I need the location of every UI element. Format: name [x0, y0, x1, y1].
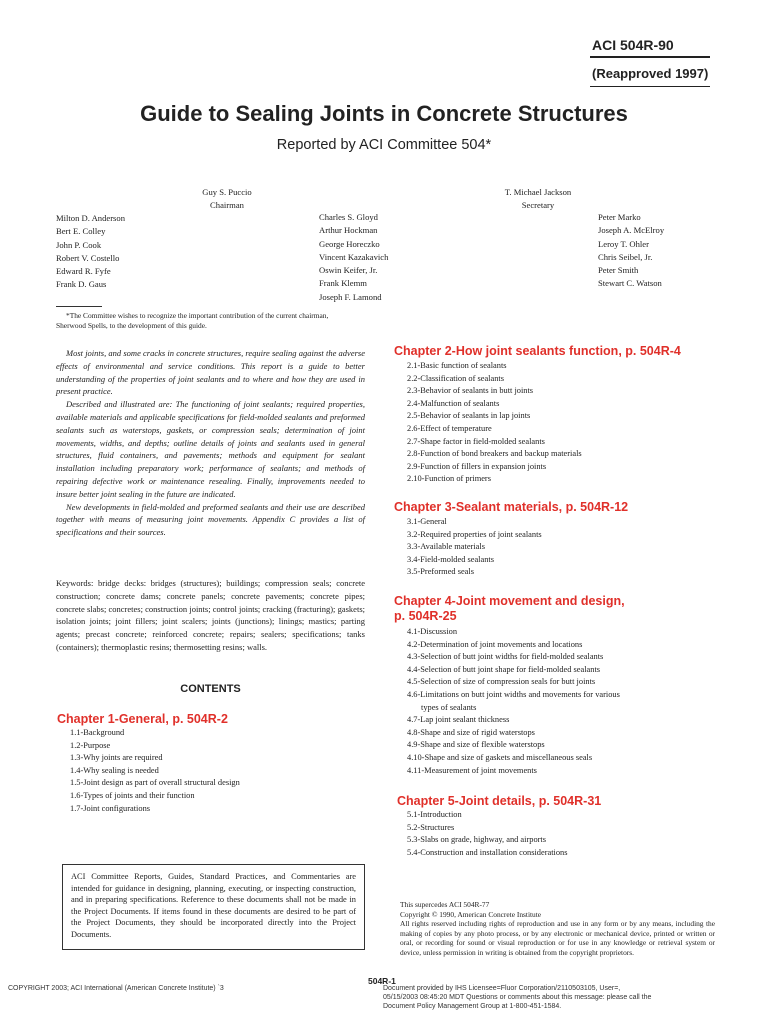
toc-item: 3.1-General [407, 517, 447, 526]
copyright-line: Copyright © 1990, American Concrete Institute [400, 909, 542, 919]
abstract-paragraph: New developments in field-molded and preformed sealants and their use are described together with means of measuring joint movements. Appendix C provides a list of specifications and their sources. [56, 501, 365, 538]
toc-item: 1.6-Types of joints and their function [70, 790, 195, 800]
toc-item: 2.9-Function of fillers in expansion joints [407, 461, 547, 471]
member-name: Peter Marko [598, 212, 641, 222]
toc-item: 4.2-Determination of joint movements and locations [407, 639, 583, 649]
chapter-3-toc [407, 516, 542, 579]
toc-item: 4.6-Limitations on butt joint widths and movements for various [407, 689, 620, 699]
page-number: 504R-1 [368, 976, 396, 986]
toc-item: 4.10-Shape and size of gaskets and miscellaneous seals [407, 752, 593, 762]
chapter-4-heading-line-1: Chapter 4-Joint movement and design, [394, 594, 625, 608]
toc-item: 1.2-Purpose [70, 740, 111, 750]
member-name: Joseph A. McElroy [598, 225, 665, 236]
member-name: Bert E. Colley [56, 226, 106, 237]
chapter-2-heading: Chapter 2-How joint sealants function, p. 504R-4 [394, 344, 681, 358]
toc-item: 2.4-Malfunction of sealants [407, 398, 500, 408]
chapter-2-toc [407, 360, 582, 486]
member-name: Chris Seibel, Jr. [598, 251, 653, 262]
toc-item: 1.3-Why joints are required [70, 753, 163, 763]
footnote-rule [56, 306, 102, 307]
reapproved-note: (Reapproved 1997) [592, 66, 709, 81]
toc-item: 1.5-Joint design as part of overall structural design [70, 778, 240, 788]
member-name: Stewart C. Watson [598, 278, 662, 289]
copyright-notice [400, 900, 715, 958]
keywords: Keywords: bridge decks: bridges (structures); buildings; compression seals; concrete construction; concrete dams; concrete panels; concrete pavements; concrete pipes; concrete slabs; concretes; construction joints; control joints; cracking (fracturing); gaskets; isolation joints; joint fillers; joint scalers; joints (junctions); linings; mastics; parting agents; precast concrete; reinforced concrete; repairs; sealers; specifications; tanks (containers); thermoplastic resins; thermosetting resins; walls. [56, 578, 365, 652]
footer-copyright: COPYRIGHT 2003; ACI International (American Concrete Institute) `3 [8, 985, 224, 992]
toc-item: 2.3-Behavior of sealants in butt joints [407, 386, 534, 396]
member-name: Charles S. Gloyd [319, 212, 378, 222]
member-name: Oswin Keifer, Jr. [319, 265, 378, 276]
abstract-paragraph: Described and illustrated are: The functioning of joint sealants; required properties, available materials and applicable specifications for field-molded sealants and preformed sealants such as waterstops, gaskets, or compression seals; determination of joint movements, widths, and depths; outline details of joints and sealants used in general structures, fluid containers, and pavements; methods and equipment for sealant installation including preparatory work; performance of sealants; and methods of repairing defective work or maintenance resealing. Finally, improvements needed to insure better joint sealing in the future are indicated. [56, 399, 365, 499]
toc-item: 2.1-Basic function of sealants [407, 361, 507, 370]
member-column-2 [319, 211, 479, 304]
member-column-1 [56, 212, 216, 292]
toc-item: 4.5-Selection of size of compression seals for butt joints [407, 677, 596, 687]
abstract-paragraph: Most joints, and some cracks in concrete structures, require sealing against the adverse effects of environmental and service conditions. This report is a guide to better understanding of the properties of joint sealants and to where and how they are used in present practice. [56, 348, 365, 397]
toc-item: 3.3-Available materials [407, 542, 485, 552]
toc-item: 3.2-Required properties of joint sealants [407, 529, 542, 539]
toc-item: 4.3-Selection of butt joint widths for field-molded sealants [407, 652, 604, 662]
toc-item: 4.8-Shape and size of rigid waterstops [407, 727, 535, 737]
toc-item: 2.6-Effect of temperature [407, 423, 492, 433]
supersedes-note: This supercedes ACI 504R-77 [400, 900, 490, 909]
notice-box: ACI Committee Reports, Guides, Standard Practices, and Commentaries are intended for guidance in designing, planning, executing, or inspecting construction, and in preparing specifications. Reference to these documents shall not be made in the Project Documents. If items found in these documents are desired to be part of the Project Documents, they should be incorporated directly into the Project Documents. [62, 864, 365, 950]
member-name: Vincent Kazakavich [319, 251, 389, 262]
member-name: Milton D. Anderson [56, 213, 125, 223]
toc-item: 5.4-Construction and installation considerations [407, 847, 568, 857]
toc-item: 2.8-Function of bond breakers and backup materials [407, 449, 582, 459]
chapter-4-heading-line-2: p. 504R-25 [394, 609, 457, 623]
chapter-3-heading: Chapter 3-Sealant materials, p. 504R-12 [394, 500, 629, 514]
chapter-1-toc [70, 727, 240, 815]
toc-item: 2.10-Function of primers [407, 474, 491, 484]
toc-item: 5.1-Introduction [407, 810, 462, 819]
chapter-4-toc [407, 626, 620, 777]
chapter-1-heading: Chapter 1-General, p. 504R-2 [57, 712, 228, 726]
toc-item: 1.1-Background [70, 728, 125, 737]
toc-item: 1.7-Joint configurations [70, 803, 151, 813]
member-name: Robert V. Costello [56, 252, 120, 263]
chair-name: Guy S. Puccio [202, 187, 252, 197]
toc-item: 4.4-Selection of butt joint shape for field-molded sealants [407, 664, 601, 674]
header-rule-2 [590, 86, 710, 87]
member-name: Leroy T. Ohler [598, 238, 649, 249]
member-name: Arthur Hockman [319, 225, 378, 236]
chair-title: Chairman [210, 200, 244, 210]
member-name: John P. Cook [56, 239, 102, 250]
chapter-4-heading [394, 594, 625, 623]
contents-heading: CONTENTS [180, 683, 241, 695]
header-rule [590, 56, 710, 58]
toc-item: types of sealants [421, 702, 477, 712]
page-title: Guide to Sealing Joints in Concrete Structures [140, 101, 628, 126]
toc-item: 2.7-Shape factor in field-molded sealants [407, 436, 545, 446]
reported-by: Reported by ACI Committee 504* [276, 137, 492, 153]
toc-item: 4.1-Discussion [407, 627, 458, 636]
chapter-5-toc [407, 809, 568, 859]
secretary-title: Secretary [521, 200, 555, 210]
member-column-3 [598, 211, 738, 291]
toc-item: 1.4-Why sealing is needed [70, 765, 159, 775]
member-name: Peter Smith [598, 265, 639, 276]
secretary-name: T. Michael Jackson [504, 187, 572, 197]
member-name: George Horeczko [319, 238, 380, 249]
toc-item: 4.7-Lap joint sealant thickness [407, 715, 510, 725]
toc-item: 5.3-Slabs on grade, highway, and airports [407, 835, 547, 845]
chapter-5-heading: Chapter 5-Joint details, p. 504R-31 [397, 794, 602, 808]
toc-item: 4.9-Shape and size of flexible waterstops [407, 740, 545, 750]
toc-item: 2.5-Behavior of sealants in lap joints [407, 411, 531, 421]
rights-statement: All rights reserved including rights of reproduction and use in any form or by any means, including the making of copies by any photo process, or by any electronic or mechanical device, printed or written or oral, or recording for sound or visual reproduction or for use in any knowledge or retrieval system or device, unless permission in writing is obtained from the copyright proprietors. [400, 919, 715, 957]
toc-item: 2.2-Classification of sealants [407, 373, 504, 383]
member-name: Frank D. Gaus [56, 279, 107, 290]
toc-item: 3.4-Field-molded sealants [407, 554, 494, 564]
document-id: ACI 504R-90 [592, 37, 674, 53]
footer-document-notice: Document provided by IHS Licensee=Fluor Corporation/2110503105, User=, 05/15/2003 08:45:20 MDT Questions or comments about this message: please call the Document Policy Management Group at 1-800-451-1584. [383, 985, 652, 1010]
toc-item: 4.11-Measurement of joint movements [407, 765, 537, 775]
member-name: Joseph F. Lamond [319, 291, 382, 302]
abstract [56, 347, 365, 539]
member-name: Edward R. Fyfe [56, 266, 111, 277]
toc-item: 3.5-Preformed seals [407, 567, 474, 577]
committee-footnote: *The Committee wishes to recognize the important contribution of the current chairman, Sherwood Spells, to the development of this guide. [56, 311, 329, 330]
toc-item: 5.2-Structures [407, 822, 455, 832]
member-name: Frank Klemm [319, 278, 367, 289]
